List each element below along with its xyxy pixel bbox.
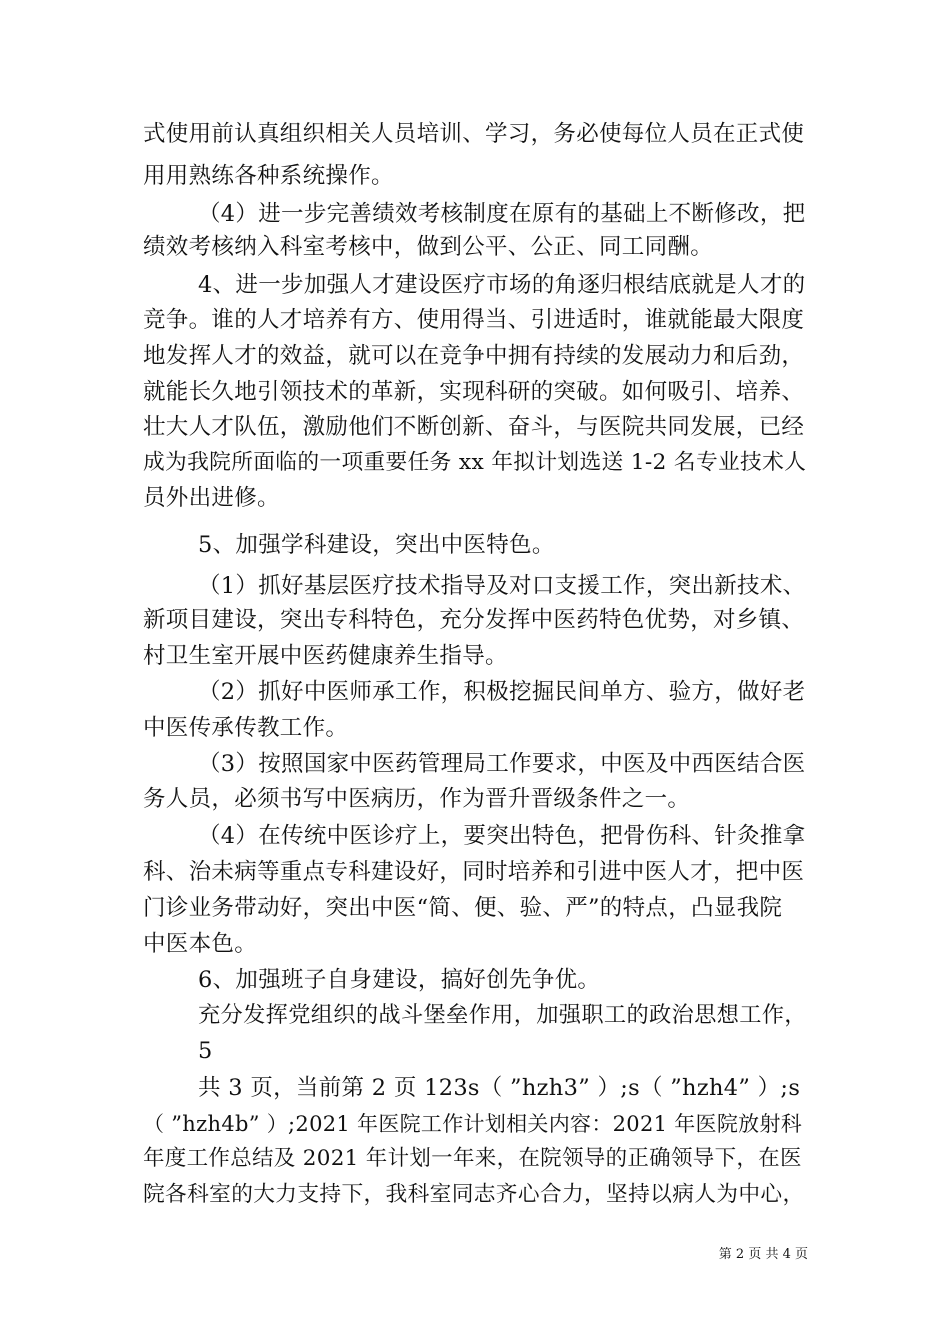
text-line-20: （4）在传统中医诊疗上，要突出特色，把骨伤科、针灸推拿	[198, 823, 806, 849]
text-line-16: （2）抓好中医师承工作，积极挖掘民间单方、验方，做好老	[198, 679, 806, 705]
text-line-10: 成为我院所面临的一项重要任务 xx 年拟计划选送 1-2 名专业技术人	[143, 450, 807, 475]
text-line-28: （ ”hzh4b” ）;2021 年医院工作计划相关内容：2021 年医院放射科	[143, 1112, 803, 1136]
text-line-15: 村卫生室开展中医药健康养生指导。	[143, 643, 508, 669]
text-line-8: 就能长久地引领技术的革新，实现科研的突破。如何吸引、培养、	[143, 379, 805, 405]
text-line-18: （3）按照国家中医药管理局工作要求，中医及中西医结合医	[198, 751, 806, 777]
text-line-11: 员外出进修。	[143, 485, 280, 511]
text-line-22: 门诊业务带动好，突出中医“简、便、验、严”的特点，凸显我院	[143, 895, 783, 921]
text-line-26: 5	[198, 1038, 213, 1064]
text-line-4: 绩效考核纳入科室考核中，做到公平、公正、同工同酬。	[143, 234, 714, 260]
text-line-30: 院各科室的大力支持下，我科室同志齐心合力，坚持以病人为中心，	[143, 1182, 805, 1207]
text-line-27: 共 3 页，当前第 2 页 123s（ ”hzh3” ）;s（ ”hzh4” ）;s	[198, 1075, 801, 1101]
text-line-25: 充分发挥党组织的战斗堡垒作用，加强职工的政治思想工作，	[198, 1002, 807, 1028]
text-line-14: 新项目建设，突出专科特色，充分发挥中医药特色优势，对乡镇、	[143, 607, 805, 633]
text-line-29: 年度工作总结及 2021 年计划一年来，在院领导的正确领导下，在医	[143, 1146, 802, 1171]
text-line-21: 科、治未病等重点专科建设好，同时培养和引进中医人才，把中医	[143, 859, 805, 885]
text-line-7: 地发挥人才的效益，就可以在竞争中拥有持续的发展动力和后劲，	[143, 343, 805, 369]
text-line-23: 中医本色。	[143, 931, 258, 957]
text-line-17: 中医传承传教工作。	[143, 715, 349, 741]
text-line-13: （1）抓好基层医疗技术指导及对口支援工作，突出新技术、	[198, 573, 806, 599]
text-line-9: 壮大人才队伍，激励他们不断创新、奋斗，与医院共同发展，已经	[143, 414, 805, 440]
text-line-1: 式使用前认真组织相关人员培训、学习，务必使每位人员在正式使	[143, 121, 805, 147]
text-line-19: 务人员，必须书写中医病历，作为晋升晋级条件之一。	[143, 786, 691, 812]
text-line-5: 4、进一步加强人才建设医疗市场的角逐归根结底就是人才的	[198, 272, 806, 298]
text-line-3: （4）进一步完善绩效考核制度在原有的基础上不断修改，把	[198, 201, 806, 227]
text-line-12: 5、加强学科建设，突出中医特色。	[198, 532, 555, 558]
text-line-2: 用用熟练各种系统操作。	[143, 163, 394, 189]
page-footer: 第 2 页 共 4 页	[718, 1247, 808, 1262]
text-line-24: 6、加强班子自身建设，搞好创先争优。	[198, 967, 601, 993]
text-line-6: 竞争。谁的人才培养有方、使用得当、引进适时，谁就能最大限度	[143, 307, 805, 333]
